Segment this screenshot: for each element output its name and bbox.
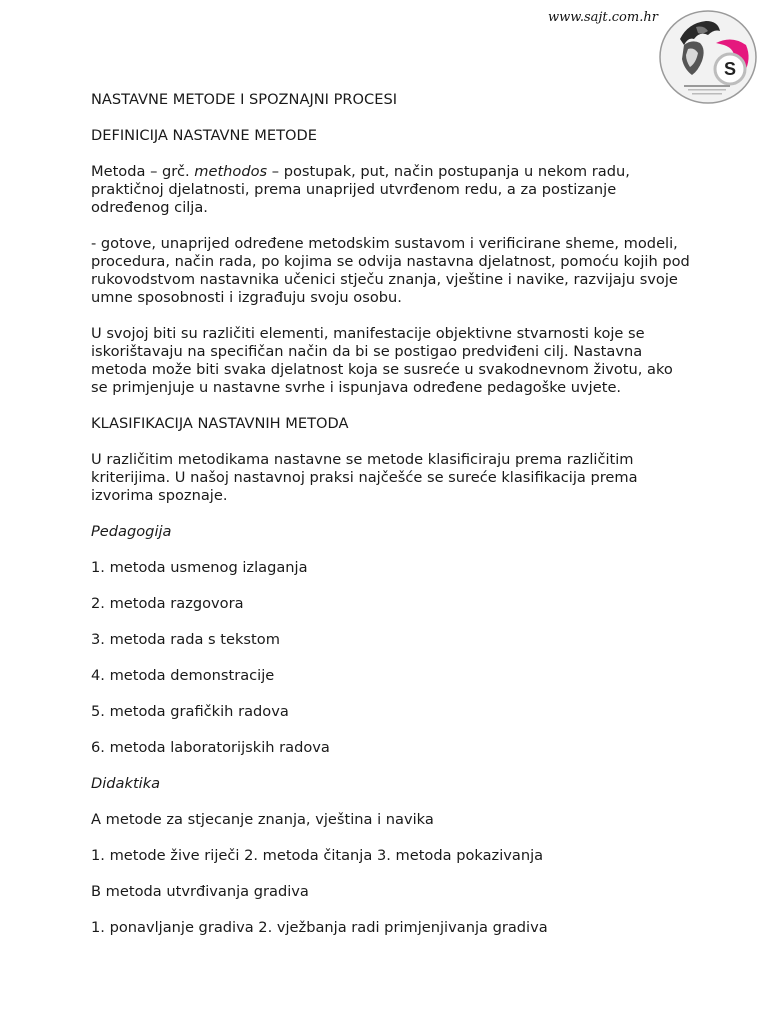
list-item: 5. metoda grafičkih radova — [91, 703, 289, 720]
doc-title: NASTAVNE METODE I SPOZNAJNI PROCESI — [91, 91, 398, 108]
list-item: 4. metoda demonstracije — [91, 667, 275, 684]
def-term: methodos — [194, 163, 268, 180]
definition-paragraph — [91, 163, 691, 217]
group-b-heading: B metoda utvrđivanja gradiva — [91, 883, 309, 900]
site-url[interactable]: www.sajt.com.hr — [548, 10, 658, 25]
paragraph-2: - gotove, unaprijed određene metodskim sustavom i verificirane sheme, modeli, procedura, način rada, po kojima se odvija nastavna djelatnost, pomoću kojih pod rukovodstvom nastavnika učenici stječu znanja, vještine i navike, razvijaju svoje umne sposobnosti i izgrađuju svoju osobu. — [91, 235, 690, 306]
logo-letter: S — [723, 59, 737, 79]
group-b-items: 1. ponavljanje gradiva 2. vježbanja radi primjenjivanja gradiva — [91, 919, 548, 936]
section-definition-heading: DEFINICIJA NASTAVNE METODE — [91, 127, 317, 144]
list-item: 2. metoda razgovora — [91, 595, 244, 612]
document-body — [91, 91, 691, 955]
paragraph-4: U različitim metodikama nastavne se metode klasificiraju prema različitim kriterijima. U našoj nastavnoj praksi najčešće se sureće klasifikacija prema izvorima spoznaje. — [91, 451, 638, 504]
group-a-heading: A metode za stjecanje znanja, vještina i navika — [91, 811, 434, 828]
list-item: 1. metoda usmenog izlaganja — [91, 559, 308, 576]
def-rest: – postupak, put, način postupanja u nekom radu, praktičnoj djelatnosti, prema unaprijed utvrđenom redu, a za postizanje određenog cilja. — [91, 163, 630, 216]
list-item: 3. metoda rada s tekstom — [91, 631, 280, 648]
paragraph-3: U svojoj biti su različiti elementi, manifestacije objektivne stvarnosti koje se iskorištavaju na specifičan način da bi se postigao predviđeni cilj. Nastavna metoda može biti svaka djelatnost koja se susreće u svakodnevnom životu, ako se primjenjuje u nastavne svrhe i ispunjava određene pedagoške uvjete. — [91, 325, 673, 396]
def-prefix: Metoda – grč. — [91, 163, 195, 180]
group-a-items: 1. metode žive riječi 2. metoda čitanja 3. metoda pokazivanja — [91, 847, 544, 864]
pedagogija-heading: Pedagogija — [91, 523, 172, 540]
didaktika-heading: Didaktika — [91, 775, 161, 792]
list-item: 6. metoda laboratorijskih radova — [91, 739, 330, 756]
section-classification-heading: KLASIFIKACIJA NASTAVNIH METODA — [91, 415, 349, 432]
